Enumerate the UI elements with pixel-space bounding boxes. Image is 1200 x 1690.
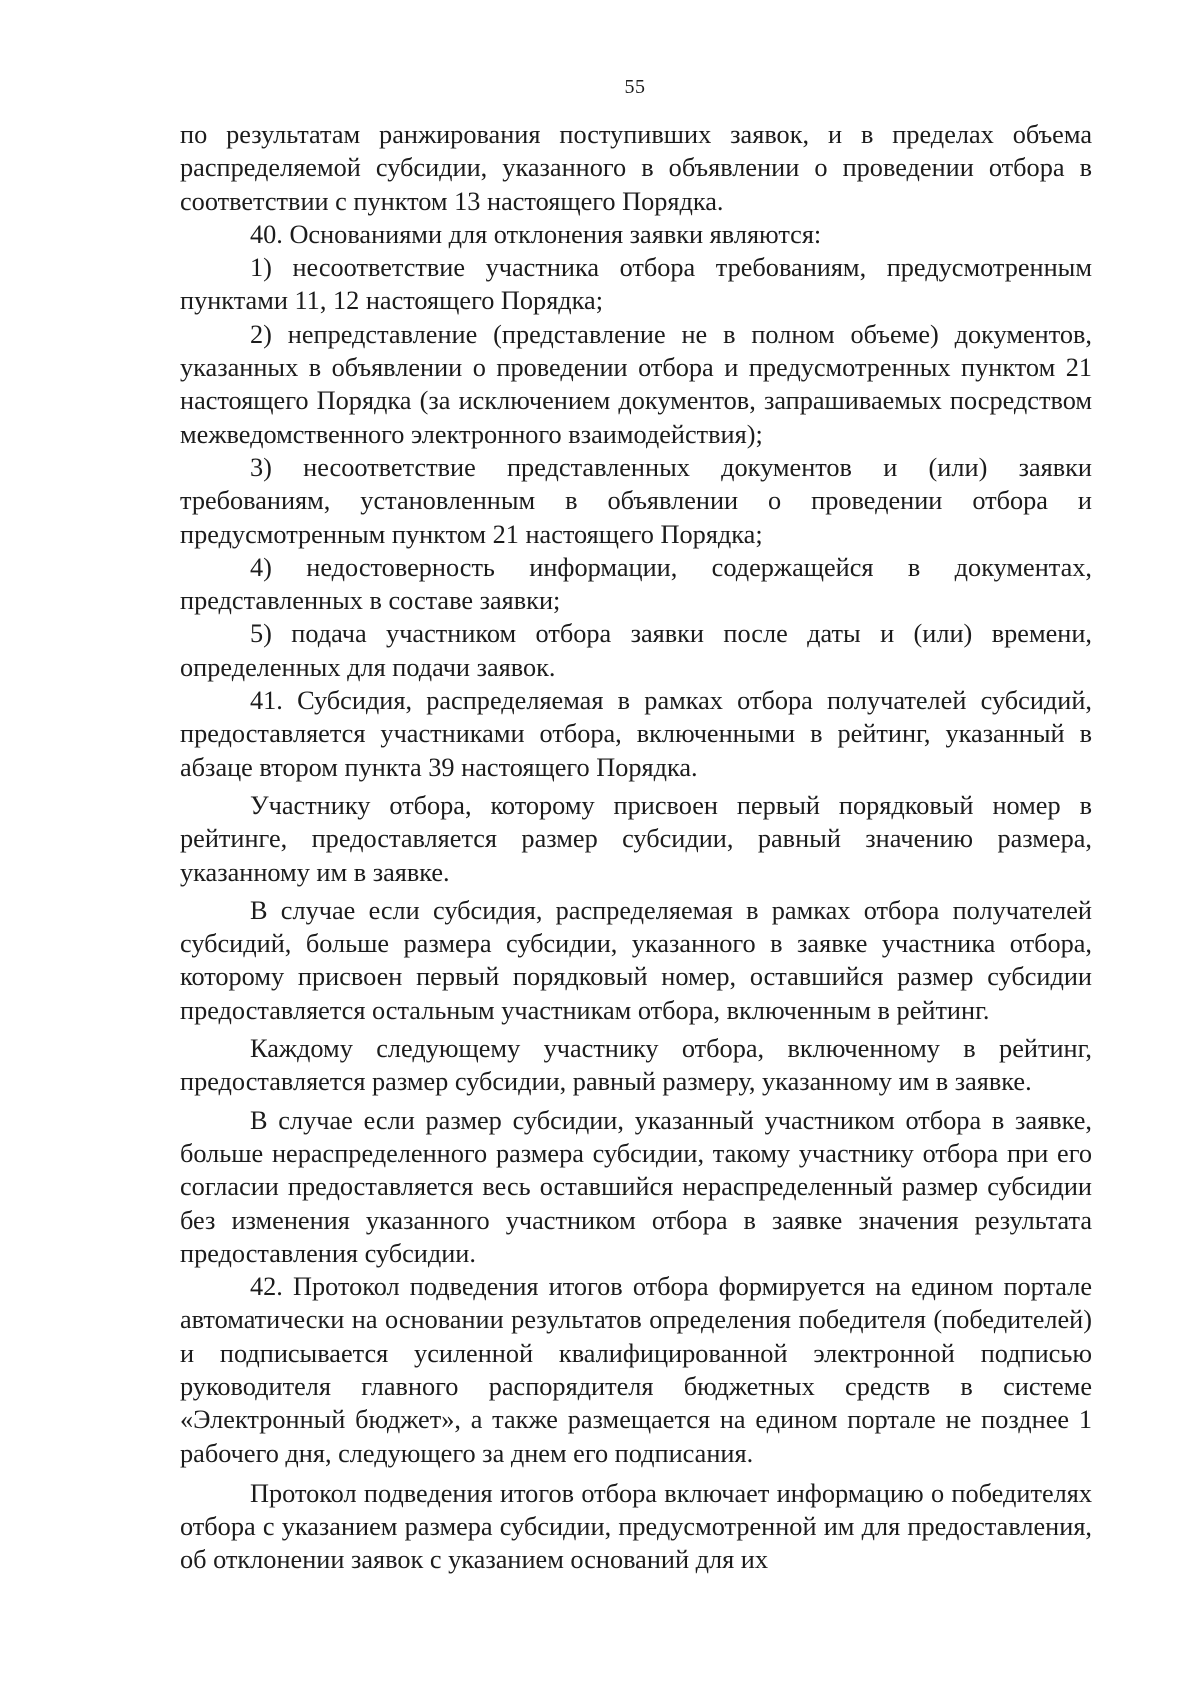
paragraph-clause-42: 42. Протокол подведения итогов отбора формируется на едином портале автоматически на основании результатов определения победителя (победителей) и подписывается усиленной квалифицированной электронной подписью руководителя главного распорядителя бюджетных средств в системе «Электронный бюджет», а также размещается на едином портале не позднее 1 рабочего дня, следующего за днем его подписания. (180, 1272, 1092, 1468)
page-number: 55 (624, 76, 646, 98)
paragraph-item-5: 5) подача участником отбора заявки после даты и (или) времени, определенных для подачи заявок. (180, 619, 1092, 682)
paragraph-item-4: 4) недостоверность информации, содержащейся в документах, представленных в составе заявки; (180, 552, 1092, 616)
paragraph-next-participant: Каждому следующему участнику отбора, включенному в рейтинг, предоставляется размер субсидии, равный размеру, указанному им в заявке. (180, 1034, 1092, 1097)
paragraph-remaining-subsidy: В случае если субсидия, распределяемая в рамках отбора получателей субсидий, больше размера субсидии, указанного в заявке участника отбора, которому присвоен первый порядковый номер, оставшийся размер субсидии предоставляется остальным участникам отбора, включенным в рейтинг. (180, 895, 1092, 1025)
document-body (180, 118, 1092, 1577)
paragraph-clause-41: 41. Субсидия, распределяемая в рамках отбора получателей субсидий, предоставляется участниками отбора, включенными в рейтинг, указанный в абзаце втором пункта 39 настоящего Порядка. (180, 686, 1092, 782)
paragraph-item-1: 1) несоответствие участника отбора требованиям, предусмотренным пунктами 11, 12 настоящего Порядка; (180, 253, 1092, 316)
paragraph-item-3: 3) несоответствие представленных документов и (или) заявки требованиям, установленным в объявлении о проведении отбора и предусмотренным пунктом 21 настоящего Порядка; (180, 452, 1092, 549)
paragraph-protocol-info: Протокол подведения итогов отбора включает информацию о победителях отбора с указанием размера субсидии, предусмотренной им для предоставления, об отклонении заявок с указанием оснований для их (180, 1478, 1092, 1575)
paragraph-clause-40: 40. Основаниями для отклонения заявки являются: (250, 219, 822, 249)
paragraph-item-2: 2) непредставление (представление не в полном объеме) документов, указанных в объявлении о проведении отбора и предусмотренных пунктом 21 настоящего Порядка (за исключением документов, запрашиваемых посредством межведомственного электронного взаимодействия); (180, 319, 1092, 449)
paragraph-continuation: по результатам ранжирования поступивших заявок, и в пределах объема распределяемой субсидии, указанного в объявлении о проведении отбора в соответствии с пунктом 13 настоящего Порядка. (180, 120, 1092, 216)
paragraph-first-participant: Участнику отбора, которому присвоен первый порядковый номер в рейтинге, предоставляется размер субсидии, равный значению размера, указанному им в заявке. (180, 790, 1092, 887)
paragraph-undistributed-subsidy: В случае если размер субсидии, указанный участником отбора в заявке, больше нераспределенного размера субсидии, такому участнику отбора при его согласии предоставляется весь оставшийся нераспределенный размер субсидии без изменения указанного участником отбора в заявке значения результата предоставления субсидии. (180, 1105, 1092, 1268)
